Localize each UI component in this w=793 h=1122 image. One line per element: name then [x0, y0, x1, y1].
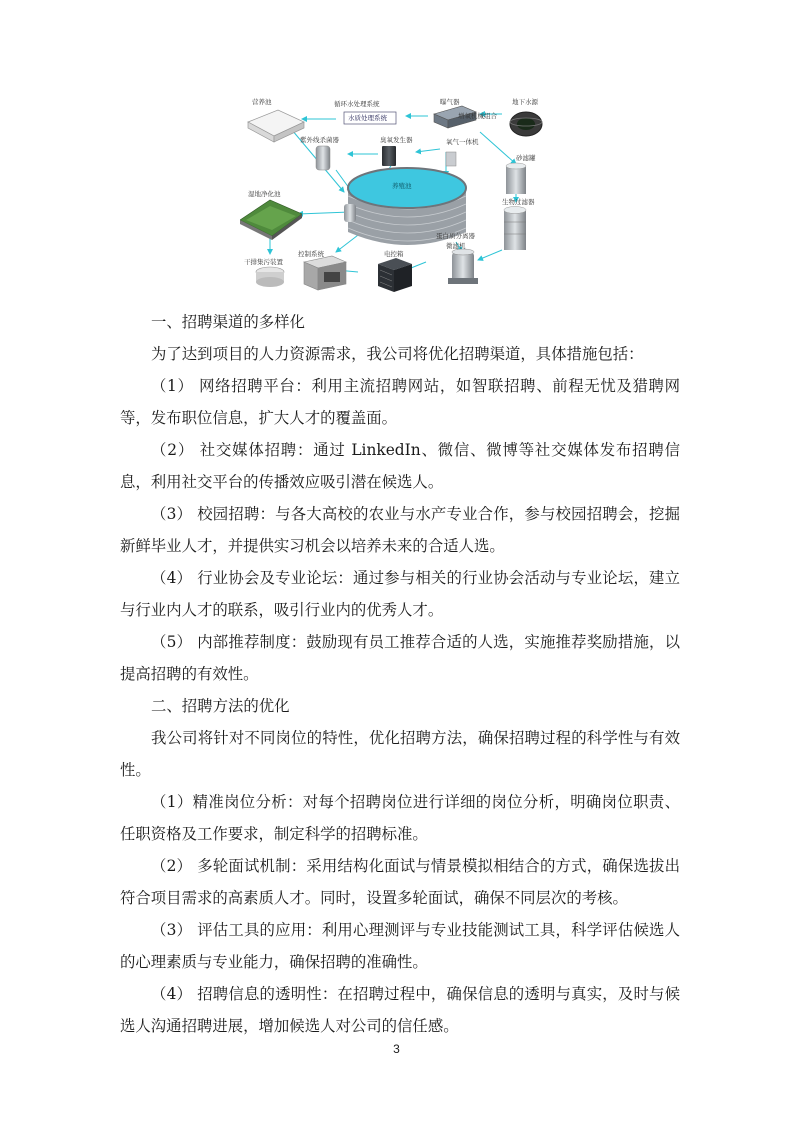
diagram-label: 养殖池 — [392, 182, 412, 190]
list-item: （3） 评估工具的应用：利用心理测评与专业技能测试工具，科学评估候选人的心理素质与专业能力，确保招聘的准确性。 — [120, 921, 680, 971]
diagram-label: 蛋白质分离器 — [436, 232, 475, 240]
ozone-generator-image — [382, 146, 396, 166]
list-item: （2） 多轮面试机制：采用结构化面试与情景模拟相结合的方式，确保选拔出符合项目需求的高素质人才。同时，设置多轮面试，确保不同层次的考核。 — [120, 857, 680, 907]
diagram-label: 地下水源 — [512, 98, 538, 106]
deep-well-image — [510, 112, 542, 136]
list-item: （4） 招聘信息的透明性：在招聘过程中，确保信息的透明与真实，及时与候选人沟通招聘进展，增加候选人对公司的信任感。 — [120, 985, 680, 1035]
diagram-label: 氧气一体机 — [446, 138, 479, 146]
list-item: （3） 校园招聘：与各大高校的农业与水产专业合作，参与校园招聘会，挖掘新鲜毕业人才，并提供实习机会以培养未来的合适人选。 — [120, 505, 680, 555]
list-item: （2） 社交媒体招聘：通过 LinkedIn、微信、微博等社交媒体发布招聘信息，利用社交平台的传播效应吸引潜在候选人。 — [120, 441, 680, 491]
sand-filter-image — [506, 163, 526, 194]
diagram-label: 湿地净化池 — [248, 190, 281, 198]
power-cabinet-image — [378, 258, 412, 292]
nutrient-tank-image — [248, 110, 304, 142]
control-system-image — [304, 256, 346, 290]
section-heading: 二、招聘方法的优化 — [151, 697, 290, 715]
uv-sterilizer-image — [316, 146, 330, 170]
oxygen-unit-image — [446, 152, 456, 166]
diagram-label: 微滤机 — [446, 242, 466, 250]
section-heading: 一、招聘渠道的多样化 — [151, 313, 305, 331]
diagram-label: 生物过滤器 — [502, 198, 535, 206]
page-number: 3 — [393, 1042, 400, 1056]
diagram-label: 水质处理系统 — [348, 114, 387, 122]
diagram-label: 曝气器 — [440, 98, 460, 106]
list-item: （5） 内部推荐制度：鼓励现有员工推荐合适的人选，实施推荐奖励措施，以提高招聘的有效性。 — [120, 633, 680, 683]
diagram-label: 砂滤罐 — [516, 154, 536, 162]
bio-filter-image — [504, 207, 526, 251]
collector-image — [256, 267, 284, 287]
paragraph: 我公司将针对不同岗位的特性，优化招聘方法，确保招聘过程的科学性与有效性。 — [120, 729, 680, 779]
paragraph: 为了达到项目的人力资源需求，我公司将优化招聘渠道，具体措施包括： — [151, 345, 644, 363]
diagram-label: 营养池 — [252, 98, 272, 106]
drum-filter-image — [448, 249, 478, 284]
diagram-label: 电控箱 — [384, 250, 404, 258]
diagram-label: 臭氧发生器 — [380, 136, 413, 144]
aquaculture-system-diagram — [240, 92, 574, 300]
body-text — [120, 306, 680, 1042]
list-item: （4） 行业协会及专业论坛：通过参与相关的行业协会活动与专业论坛，建立与行业内人才的联系，吸引行业内的优秀人才。 — [120, 569, 680, 619]
diagram-label: 干排集污装置 — [244, 258, 283, 266]
list-item: （1） 网络招聘平台：利用主流招聘网站，如智联招聘、前程无忧及猎聘网等，发布职位信息，扩大人才的覆盖面。 — [120, 377, 680, 427]
diagram-label: 循环水处理系统 — [334, 100, 380, 108]
diagram-label: 控制系统 — [298, 250, 324, 258]
diagram-label: 增氧机械组合 — [458, 112, 497, 120]
diagram-label: 紫外线杀菌器 — [300, 136, 339, 144]
list-item: （1）精准岗位分析：对每个招聘岗位进行详细的岗位分析，明确岗位职责、任职资格及工作要求，制定科学的招聘标准。 — [120, 793, 680, 843]
wetland-image — [240, 200, 302, 240]
diagram-graphic — [240, 92, 574, 300]
